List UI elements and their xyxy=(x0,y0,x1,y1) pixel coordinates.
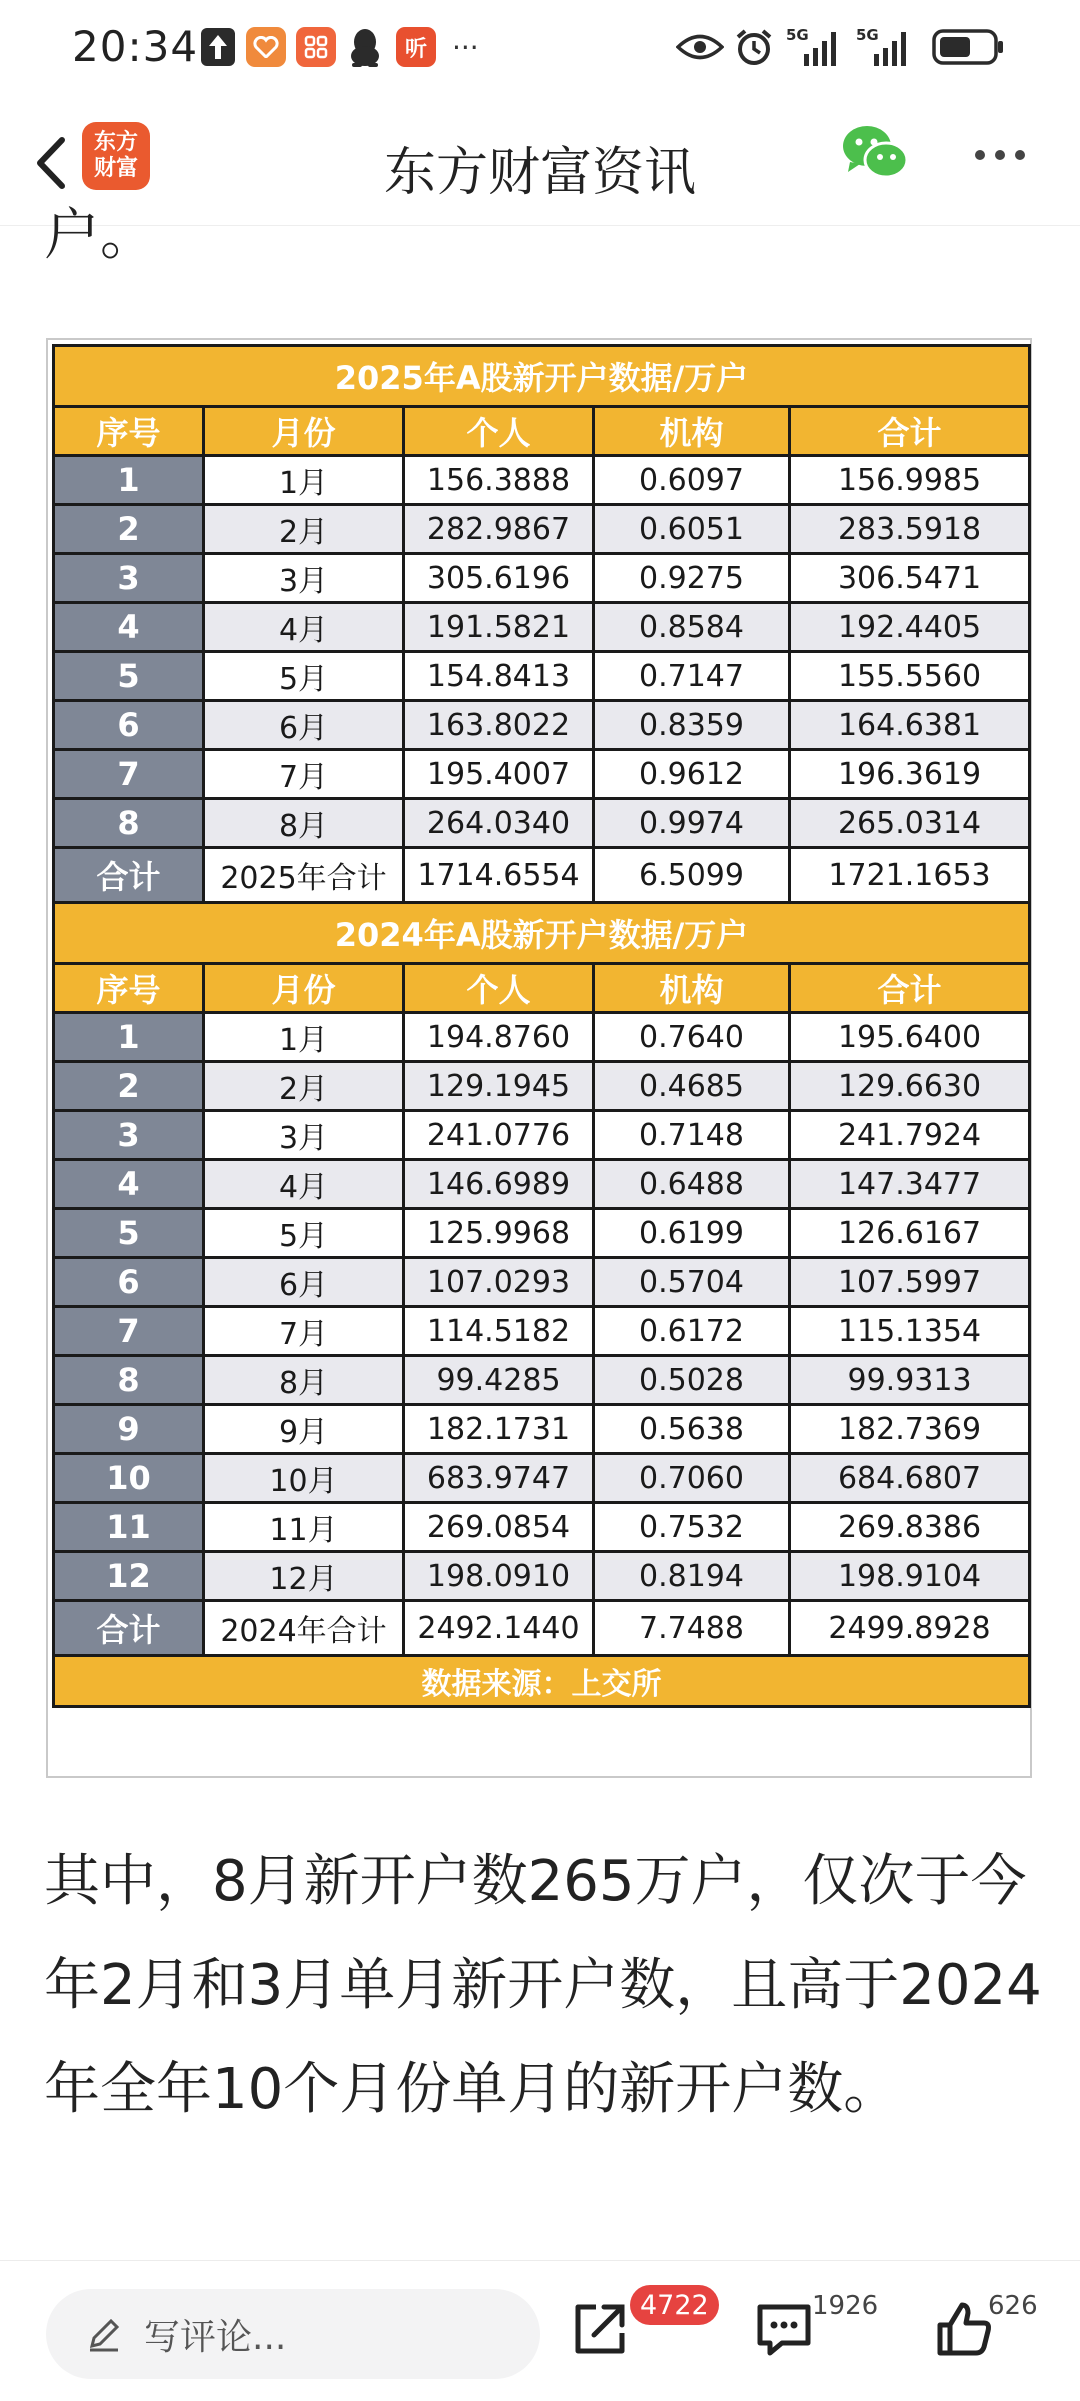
account-opening-table xyxy=(52,344,1031,1708)
comment-placeholder: 写评论... xyxy=(144,2316,287,2358)
individual-cell: 2492.1440 xyxy=(404,1601,594,1656)
total-cell: 129.6630 xyxy=(790,1062,1030,1111)
institution-cell: 0.8194 xyxy=(594,1552,790,1601)
month-cell: 8月 xyxy=(204,799,404,848)
total-cell: 195.6400 xyxy=(790,1013,1030,1062)
month-cell: 4月 xyxy=(204,603,404,652)
column-header: 月份 xyxy=(204,407,404,456)
institution-cell: 0.6051 xyxy=(594,505,790,554)
total-cell: 155.5560 xyxy=(790,652,1030,701)
svg-text:5G: 5G xyxy=(856,26,879,44)
individual-cell: 99.4285 xyxy=(404,1356,594,1405)
institution-cell: 0.6097 xyxy=(594,456,790,505)
index-cell: 10 xyxy=(54,1454,204,1503)
status-bar xyxy=(0,0,1080,100)
index-cell: 6 xyxy=(54,1258,204,1307)
like-count: 626 xyxy=(988,2291,1038,2321)
column-header: 机构 xyxy=(594,964,790,1013)
month-cell: 2024年合计 xyxy=(204,1601,404,1656)
share-count-badge: 4722 xyxy=(630,2285,719,2325)
bottom-action-bar xyxy=(0,2260,1080,2401)
comment-bubble-icon xyxy=(752,2297,816,2361)
table-row xyxy=(54,1356,1030,1405)
logo-line-1: 东方 xyxy=(93,130,138,155)
thumbs-up-icon xyxy=(932,2297,996,2361)
table-header-row xyxy=(54,407,1030,456)
month-cell: 1月 xyxy=(204,456,404,505)
battery-icon xyxy=(932,24,1006,70)
index-cell: 2 xyxy=(54,505,204,554)
individual-cell: 198.0910 xyxy=(404,1552,594,1601)
individual-cell: 146.6989 xyxy=(404,1160,594,1209)
article-text-bottom: 其中，8月新开户数265万户，仅次于今年2月和3月单月新开户数，且高于2024年全年10个月份单月的新开户数。 xyxy=(44,1849,1042,2122)
column-header: 机构 xyxy=(594,407,790,456)
table-title-2025 xyxy=(54,346,1030,407)
month-cell: 11月 xyxy=(204,1503,404,1552)
svg-text:5G: 5G xyxy=(786,26,809,44)
5g-signal-icon xyxy=(856,24,916,70)
table-source-row xyxy=(54,1656,1030,1707)
index-cell: 5 xyxy=(54,652,204,701)
individual-cell: 163.8022 xyxy=(404,701,594,750)
column-header: 序号 xyxy=(54,407,204,456)
table-total-row xyxy=(54,848,1030,903)
month-cell: 1月 xyxy=(204,1013,404,1062)
share-button[interactable] xyxy=(568,2297,632,2361)
individual-cell: 182.1731 xyxy=(404,1405,594,1454)
index-cell: 4 xyxy=(54,603,204,652)
institution-cell: 0.6488 xyxy=(594,1160,790,1209)
table-row xyxy=(54,1013,1030,1062)
total-cell: 2499.8928 xyxy=(790,1601,1030,1656)
individual-cell: 269.0854 xyxy=(404,1503,594,1552)
month-cell: 10月 xyxy=(204,1454,404,1503)
wechat-icon xyxy=(840,122,910,184)
month-cell: 12月 xyxy=(204,1552,404,1601)
like-button[interactable] xyxy=(932,2297,996,2361)
listen-app-label: 听 xyxy=(396,27,436,67)
table-header-row xyxy=(54,964,1030,1013)
total-cell: 156.9985 xyxy=(790,456,1030,505)
index-cell: 5 xyxy=(54,1209,204,1258)
month-cell: 5月 xyxy=(204,652,404,701)
wechat-share-button[interactable] xyxy=(840,122,910,188)
month-cell: 6月 xyxy=(204,701,404,750)
table-row xyxy=(54,505,1030,554)
column-header: 月份 xyxy=(204,964,404,1013)
institution-cell: 0.9974 xyxy=(594,799,790,848)
institution-cell: 0.7148 xyxy=(594,1111,790,1160)
institution-cell: 0.5028 xyxy=(594,1356,790,1405)
total-cell: 99.9313 xyxy=(790,1356,1030,1405)
month-cell: 7月 xyxy=(204,750,404,799)
index-cell: 2 xyxy=(54,1062,204,1111)
qq-penguin-icon xyxy=(346,24,384,70)
month-cell: 3月 xyxy=(204,554,404,603)
column-header: 合计 xyxy=(790,407,1030,456)
institution-cell: 0.7060 xyxy=(594,1454,790,1503)
individual-cell: 282.9867 xyxy=(404,505,594,554)
source-text: 数据来源：上交所 xyxy=(54,1656,1030,1707)
individual-cell: 129.1945 xyxy=(404,1062,594,1111)
table-row xyxy=(54,1160,1030,1209)
total-cell: 1721.1653 xyxy=(790,848,1030,903)
total-cell: 269.8386 xyxy=(790,1503,1030,1552)
total-cell: 265.0314 xyxy=(790,799,1030,848)
page-title: 东方财富资讯 xyxy=(383,143,696,203)
institution-cell: 0.7532 xyxy=(594,1503,790,1552)
data-table-image xyxy=(46,338,1032,1778)
month-cell: 8月 xyxy=(204,1356,404,1405)
table-title-text: 2024年A股新开户数据/万户 xyxy=(54,903,1030,964)
index-cell: 12 xyxy=(54,1552,204,1601)
month-cell: 7月 xyxy=(204,1307,404,1356)
month-cell: 2025年合计 xyxy=(204,848,404,903)
more-options-button[interactable] xyxy=(960,120,1040,190)
table-row xyxy=(54,652,1030,701)
table-row xyxy=(54,554,1030,603)
pencil-icon xyxy=(84,2314,124,2354)
individual-cell: 683.9747 xyxy=(404,1454,594,1503)
table-row xyxy=(54,1454,1030,1503)
index-cell: 9 xyxy=(54,1405,204,1454)
table-row xyxy=(54,1503,1030,1552)
individual-cell: 156.3888 xyxy=(404,456,594,505)
institution-cell: 6.5099 xyxy=(594,848,790,903)
individual-cell: 305.6196 xyxy=(404,554,594,603)
index-cell: 合计 xyxy=(54,848,204,903)
index-cell: 11 xyxy=(54,1503,204,1552)
index-cell: 3 xyxy=(54,1111,204,1160)
table-row xyxy=(54,1307,1030,1356)
institution-cell: 0.4685 xyxy=(594,1062,790,1111)
institution-cell: 0.8359 xyxy=(594,701,790,750)
table-row xyxy=(54,1405,1030,1454)
table-row xyxy=(54,603,1030,652)
total-cell: 164.6381 xyxy=(790,701,1030,750)
more-notifications-icon: ··· xyxy=(452,30,479,64)
column-header: 个人 xyxy=(404,407,594,456)
individual-cell: 154.8413 xyxy=(404,652,594,701)
heart-app-icon xyxy=(246,24,286,70)
table-row xyxy=(54,1209,1030,1258)
total-cell: 182.7369 xyxy=(790,1405,1030,1454)
index-cell: 7 xyxy=(54,1307,204,1356)
individual-cell: 194.8760 xyxy=(404,1013,594,1062)
table-row xyxy=(54,456,1030,505)
institution-cell: 0.7640 xyxy=(594,1013,790,1062)
comment-input[interactable] xyxy=(46,2289,540,2379)
individual-cell: 264.0340 xyxy=(404,799,594,848)
table-row xyxy=(54,799,1030,848)
total-cell: 241.7924 xyxy=(790,1111,1030,1160)
total-cell: 107.5997 xyxy=(790,1258,1030,1307)
column-header: 序号 xyxy=(54,964,204,1013)
total-cell: 147.3477 xyxy=(790,1160,1030,1209)
total-cell: 198.9104 xyxy=(790,1552,1030,1601)
status-time: 20:34 xyxy=(72,22,199,71)
logo-line-2: 财富 xyxy=(93,156,138,181)
total-cell: 283.5918 xyxy=(790,505,1030,554)
month-cell: 4月 xyxy=(204,1160,404,1209)
eye-icon xyxy=(676,24,724,70)
month-cell: 9月 xyxy=(204,1405,404,1454)
institution-cell: 0.8584 xyxy=(594,603,790,652)
column-header: 合计 xyxy=(790,964,1030,1013)
index-cell: 7 xyxy=(54,750,204,799)
listen-app-icon xyxy=(396,24,436,70)
total-cell: 115.1354 xyxy=(790,1307,1030,1356)
institution-cell: 0.6172 xyxy=(594,1307,790,1356)
total-cell: 126.6167 xyxy=(790,1209,1030,1258)
institution-cell: 0.9275 xyxy=(594,554,790,603)
individual-cell: 107.0293 xyxy=(404,1258,594,1307)
institution-cell: 0.5638 xyxy=(594,1405,790,1454)
table-row xyxy=(54,1062,1030,1111)
table-row xyxy=(54,1258,1030,1307)
month-cell: 2月 xyxy=(204,505,404,554)
index-cell: 合计 xyxy=(54,1601,204,1656)
comment-count: 1926 xyxy=(812,2291,879,2321)
table-title-text: 2025年A股新开户数据/万户 xyxy=(54,346,1030,407)
index-cell: 6 xyxy=(54,701,204,750)
institution-cell: 0.9612 xyxy=(594,750,790,799)
month-cell: 5月 xyxy=(204,1209,404,1258)
individual-cell: 241.0776 xyxy=(404,1111,594,1160)
share-icon xyxy=(568,2297,632,2361)
article-text-top: 户。 xyxy=(44,203,156,268)
total-cell: 306.5471 xyxy=(790,554,1030,603)
table-total-row xyxy=(54,1601,1030,1656)
upload-icon xyxy=(200,24,236,70)
index-cell: 1 xyxy=(54,1013,204,1062)
alarm-icon xyxy=(734,24,774,70)
index-cell: 1 xyxy=(54,456,204,505)
table-row xyxy=(54,750,1030,799)
individual-cell: 125.9968 xyxy=(404,1209,594,1258)
table-row xyxy=(54,701,1030,750)
5g-signal-icon xyxy=(786,24,846,70)
grid-app-icon xyxy=(296,24,336,70)
total-cell: 192.4405 xyxy=(790,603,1030,652)
institution-cell: 0.6199 xyxy=(594,1209,790,1258)
index-cell: 8 xyxy=(54,1356,204,1405)
table-row xyxy=(54,1552,1030,1601)
total-cell: 684.6807 xyxy=(790,1454,1030,1503)
total-cell: 196.3619 xyxy=(790,750,1030,799)
comments-button[interactable] xyxy=(752,2297,816,2361)
institution-cell: 0.5704 xyxy=(594,1258,790,1307)
index-cell: 8 xyxy=(54,799,204,848)
individual-cell: 114.5182 xyxy=(404,1307,594,1356)
column-header: 个人 xyxy=(404,964,594,1013)
individual-cell: 195.4007 xyxy=(404,750,594,799)
individual-cell: 191.5821 xyxy=(404,603,594,652)
individual-cell: 1714.6554 xyxy=(404,848,594,903)
month-cell: 3月 xyxy=(204,1111,404,1160)
table-title-2024 xyxy=(54,903,1030,964)
month-cell: 2月 xyxy=(204,1062,404,1111)
nav-bar xyxy=(0,100,1080,226)
institution-cell: 7.7488 xyxy=(594,1601,790,1656)
month-cell: 6月 xyxy=(204,1258,404,1307)
index-cell: 4 xyxy=(54,1160,204,1209)
index-cell: 3 xyxy=(54,554,204,603)
table-row xyxy=(54,1111,1030,1160)
institution-cell: 0.7147 xyxy=(594,652,790,701)
